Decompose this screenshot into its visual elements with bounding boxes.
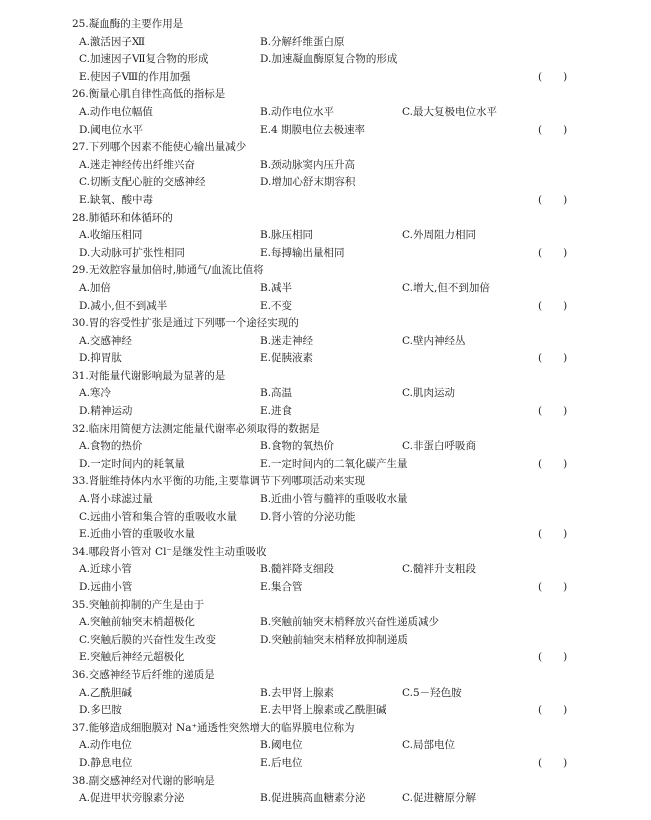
option-row	[79, 51, 601, 69]
answer-blank: ( )	[538, 581, 568, 593]
option-text: B.高温	[260, 387, 293, 400]
option-row	[79, 69, 601, 87]
option-text: A.动作电位幅值	[79, 105, 153, 118]
option-row	[79, 561, 601, 579]
option-row	[79, 280, 601, 298]
question-stem	[72, 773, 601, 791]
option-text: E.突触后神经元超极化	[79, 651, 185, 664]
option-text: A.动作电位	[79, 739, 132, 752]
question-stem	[72, 667, 601, 685]
option-text: C.壁内神经丛	[402, 334, 466, 347]
option-text: A.乙酰胆碱	[79, 686, 132, 699]
option-text: A.迷走神经传出纤维兴奋	[79, 158, 195, 171]
answer-blank: ( )	[538, 299, 568, 312]
answer-blank: ( )	[538, 246, 568, 259]
option-text: E.每搏输出量相同	[260, 246, 345, 259]
question-stem	[72, 86, 601, 104]
option-text: D.远曲小管	[79, 581, 133, 593]
option-text: C.远曲小管和集合管的重吸收水量	[79, 510, 237, 523]
option-text: D.加速凝血酶原复合物的形成	[260, 53, 398, 66]
question-text: 35.突触前抑制的产生是由于	[72, 598, 205, 611]
question-text: 28.肺循环和体循环的	[72, 211, 173, 224]
option-text: D.大动脉可扩张性相同	[79, 246, 185, 259]
option-text: C.加速因子Ⅶ复合物的形成	[79, 53, 209, 66]
option-row	[79, 737, 601, 755]
option-text: C.5－羟色胺	[402, 686, 462, 699]
option-row	[79, 526, 601, 544]
option-text: E.缺氧、酸中毒	[79, 193, 154, 206]
answer-blank: ( )	[538, 704, 568, 717]
option-text: C.切断支配心脏的交感神经	[79, 176, 206, 189]
question-stem	[72, 421, 601, 439]
option-text: D.多巴胺	[79, 704, 122, 717]
option-text: A.寒冷	[79, 387, 111, 400]
option-row	[79, 174, 601, 192]
option-text: D.静息电位	[79, 756, 133, 769]
question-text: 30.胃的容受性扩张是通过下列哪一个途径实现的	[72, 317, 299, 330]
question-text: 25.凝血酶的主要作用是	[72, 18, 184, 30]
option-row	[79, 702, 601, 720]
option-text: A.交感神经	[79, 334, 132, 347]
question-text: 32.临床用简便方法测定能量代谢率必须取得的数据是	[72, 422, 320, 435]
option-text: C.增大,但不到加倍	[402, 281, 490, 294]
option-text: B.近曲小管与髓袢的重吸收水量	[260, 493, 408, 506]
option-text: D.突触前轴突末梢释放抑制递质	[260, 633, 408, 646]
option-text: D.一定时间内的耗氧量	[79, 457, 185, 470]
answer-blank: ( )	[538, 528, 568, 541]
option-text: A.食物的热价	[79, 440, 143, 453]
option-row	[79, 614, 601, 632]
option-text: D.增加心舒末期容积	[260, 176, 356, 189]
question-text: 34.哪段肾小管对 Cl⁻是继发性主动重吸收	[72, 545, 267, 558]
question-text: 26.衡量心肌自律性高低的指标是	[72, 88, 226, 101]
question-stem	[72, 597, 601, 615]
option-row	[79, 509, 601, 527]
option-row	[79, 192, 601, 210]
option-row	[79, 298, 601, 316]
option-text: B.阈电位	[260, 739, 303, 752]
option-text: C.促进糖原分解	[402, 792, 476, 805]
question-text: 38.副交感神经对代谢的影响是	[72, 774, 215, 787]
option-text: E.4 期膜电位去极速率	[260, 123, 366, 136]
question-text: 33.肾脏维持体内水平衡的功能,主要靠调节下列哪项活动来实现	[72, 475, 366, 488]
option-row	[79, 579, 601, 597]
option-row	[79, 755, 601, 773]
option-text: D.肾小管的分泌功能	[260, 510, 356, 523]
option-text: E.集合管	[260, 581, 303, 593]
option-row	[79, 491, 601, 509]
option-text: C.非蛋白呼吸商	[402, 440, 476, 453]
question-text: 27.下列哪个因素不能使心输出量减少	[72, 141, 247, 154]
option-text: B.突触前轴突末梢释放兴奋性递质减少	[260, 616, 440, 629]
question-text: 37.能够造成细胞膜对 Na⁺通透性突然增大的临界膜电位称为	[72, 721, 355, 734]
option-text: B.分解纤维蛋白原	[260, 35, 345, 48]
option-text: A.加倍	[79, 281, 111, 294]
question-stem	[72, 210, 601, 228]
option-text: C.最大复极电位水平	[402, 105, 497, 118]
option-row	[79, 157, 601, 175]
question-stem	[72, 473, 601, 491]
option-row	[79, 227, 601, 245]
answer-blank: ( )	[538, 756, 568, 769]
option-row	[79, 438, 601, 456]
question-stem	[72, 544, 601, 562]
option-text: A.突触前轴突末梢超极化	[79, 616, 195, 629]
question-text: 31.对能量代谢影响最为显著的是	[72, 369, 226, 382]
option-row	[79, 350, 601, 368]
option-row	[79, 685, 601, 703]
option-row	[79, 34, 601, 52]
question-text: 36.交感神经节后纤维的递质是	[72, 668, 215, 681]
option-row	[79, 632, 601, 650]
option-text: D.减小,但不到减半	[79, 299, 168, 312]
option-text: C.局部电位	[402, 739, 455, 752]
question-text: 29.无效腔容量加倍时,肺通气/血流比值将	[72, 264, 264, 277]
option-text: D.阈电位水平	[79, 123, 143, 136]
option-text: A.促进甲状旁腺素分泌	[79, 792, 185, 805]
option-text: B.动作电位水平	[260, 105, 335, 118]
answer-blank: ( )	[538, 70, 568, 83]
option-text: C.突触后膜的兴奋性发生改变	[79, 633, 216, 646]
answer-blank: ( )	[538, 123, 568, 136]
option-row	[79, 333, 601, 351]
option-text: E.进食	[260, 405, 293, 418]
option-text: A.激活因子Ⅻ	[79, 35, 146, 48]
option-text: E.不变	[260, 299, 293, 312]
option-text: C.肌肉运动	[402, 387, 455, 400]
option-text: B.去甲肾上腺素	[260, 686, 335, 699]
question-stem	[72, 139, 601, 157]
option-row	[79, 403, 601, 421]
option-text: C.外周阻力相同	[402, 229, 476, 242]
option-text: B.食物的氧热价	[260, 440, 335, 453]
option-text: B.脉压相同	[260, 229, 314, 242]
answer-blank: ( )	[538, 352, 568, 365]
answer-blank: ( )	[538, 405, 568, 418]
question-stem	[72, 262, 601, 280]
question-stem	[72, 368, 601, 386]
option-row	[79, 104, 601, 122]
answer-blank: ( )	[538, 651, 568, 664]
option-text: D.抑胃肽	[79, 352, 122, 365]
option-text: E.一定时间内的二氧化碳产生量	[260, 457, 408, 470]
option-row	[79, 122, 601, 140]
option-text: E.去甲肾上腺素或乙酰胆碱	[260, 704, 387, 717]
option-row	[79, 790, 601, 808]
question-stem	[72, 720, 601, 738]
option-text: B.促进胰高血糖素分泌	[260, 792, 366, 805]
question-stem	[72, 16, 601, 34]
option-text: E.后电位	[260, 756, 303, 769]
option-text: B.减半	[260, 281, 293, 294]
answer-blank: ( )	[538, 193, 568, 206]
option-text: C.髓袢升支粗段	[402, 563, 476, 576]
option-text: A.收缩压相同	[79, 229, 143, 242]
option-row	[79, 456, 601, 474]
option-text: D.精神运动	[79, 405, 133, 418]
option-text: B.髓袢降支细段	[260, 563, 335, 576]
option-text: B.迷走神经	[260, 334, 314, 347]
option-row	[79, 649, 601, 667]
option-row	[79, 385, 601, 403]
answer-blank: ( )	[538, 457, 568, 470]
question-stem	[72, 315, 601, 333]
option-text: E.促胰液素	[260, 352, 314, 365]
option-text: E.使因子Ⅷ的作用加强	[79, 70, 191, 83]
option-text: E.近曲小管的重吸收水量	[79, 528, 196, 541]
option-text: B.颈动脉窦内压升高	[260, 158, 356, 171]
option-text: A.近球小管	[79, 563, 132, 576]
option-row	[79, 245, 601, 263]
option-text: A.肾小球滤过量	[79, 493, 153, 506]
